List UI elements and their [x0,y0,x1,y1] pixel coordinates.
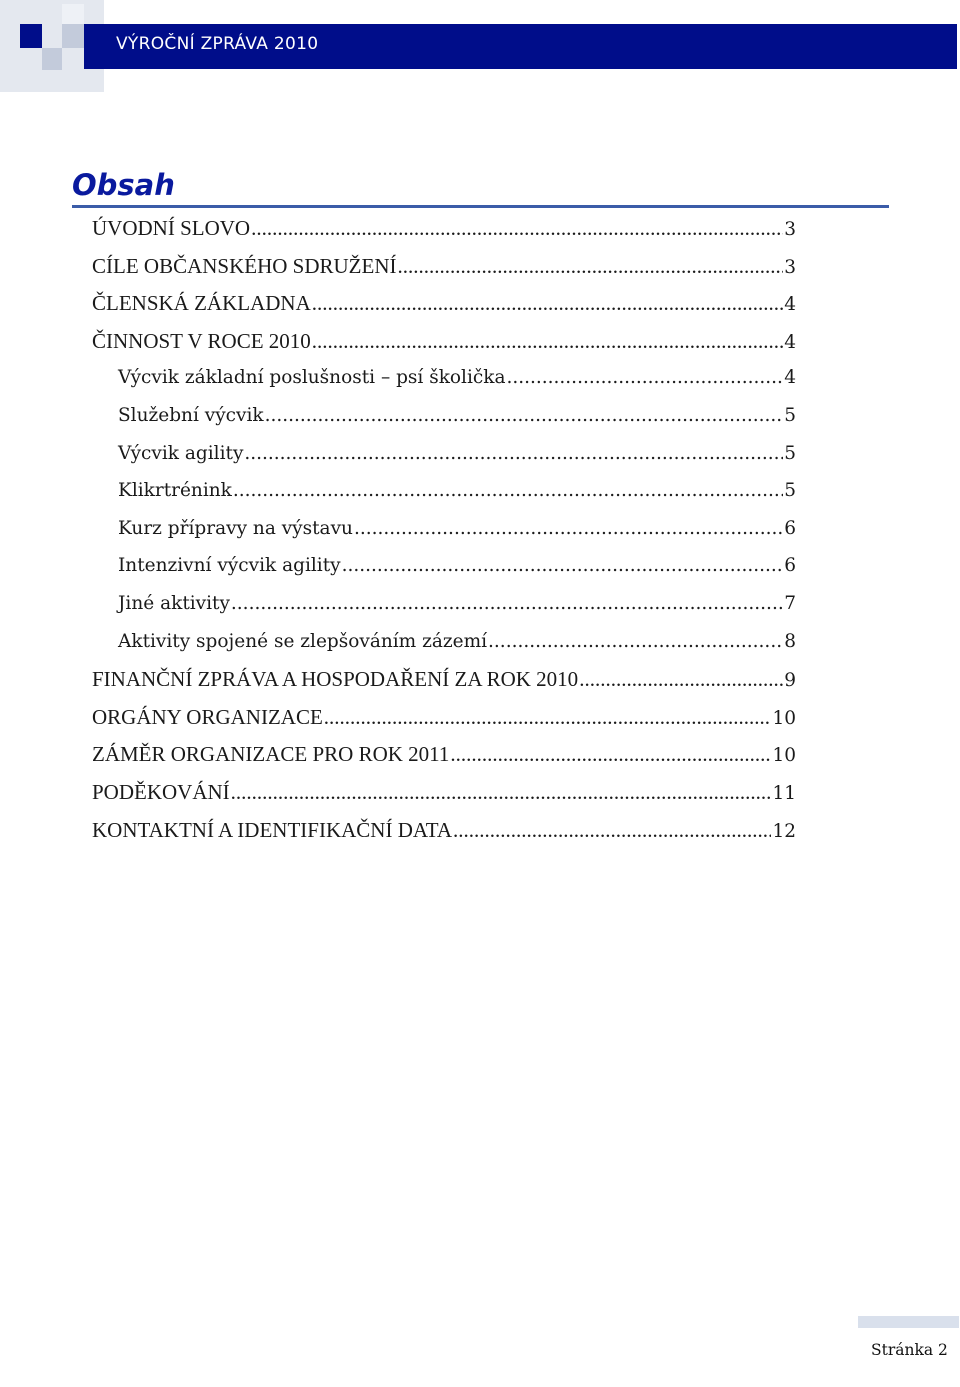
toc-entry-page: 8 [784,630,796,652]
toc-entry[interactable] [118,552,796,580]
toc-entry-title: FINANČNÍ ZPRÁVA A HOSPODAŘENÍ ZA ROK 2010 [92,667,579,692]
toc-entry-page: 12 [772,820,796,842]
toc-dot-leader [579,665,783,693]
toc-entry[interactable] [92,214,796,242]
toc-heading: Obsah [72,168,175,202]
toc-entry[interactable] [92,778,796,806]
toc-entry-page: 5 [784,405,796,426]
toc-entry[interactable] [92,665,796,693]
toc-entry[interactable] [92,816,796,844]
toc-dot-leader [324,703,772,731]
toc-dot-leader [265,402,784,430]
heading-underline [72,205,889,208]
toc-dot-leader [398,252,784,280]
toc-entry-page: 5 [784,480,796,502]
toc-dot-leader [251,214,783,242]
toc-entry-page: 6 [784,555,796,577]
toc-entry-page: 10 [772,745,796,767]
toc-dot-leader [244,440,783,468]
toc-dot-leader [342,552,784,580]
decor-square-light [42,48,62,70]
toc-entry-title: Služební výcvik [118,405,264,426]
toc-entry-title: Klikrtrénink [118,480,232,502]
toc-entry-title: ZÁMĚR ORGANIZACE PRO ROK 2011 [92,742,450,767]
toc-dot-leader [354,515,783,543]
toc-entry[interactable] [118,477,796,505]
toc-dot-leader [453,816,771,844]
toc-entry[interactable] [92,327,796,355]
toc-entry[interactable] [92,289,796,317]
toc-entry-title: Výcvik agility [118,442,244,464]
toc-dot-leader [312,327,783,355]
toc-entry-title: Výcvik základní poslušnosti – psí školička [118,367,506,389]
toc-entry-page: 10 [772,707,796,729]
decor-square-pale [62,4,84,24]
toc-entry-page: 3 [784,256,796,278]
toc-entry-page: 3 [784,219,796,240]
page-number-label: Stránka 2 [871,1341,948,1359]
toc-dot-leader [488,628,783,656]
toc-dot-leader [231,590,783,618]
toc-entry[interactable] [118,364,796,392]
toc-entry-page: 4 [784,331,796,353]
toc-entry-title: ČINNOST V ROCE 2010 [92,328,311,353]
toc-entry-page: 4 [784,294,796,316]
toc-entry-title: CÍLE OBČANSKÉHO SDRUŽENÍ [92,253,397,278]
toc-entry-title: KONTAKTNÍ A IDENTIFIKAČNÍ DATA [92,817,453,842]
toc-entry-title: Aktivity spojené se zlepšováním zázemí [118,630,488,652]
toc-entry-page: 5 [784,442,796,464]
toc-entry[interactable] [118,515,796,543]
toc-entry-title: ČLENSKÁ ZÁKLADNA [92,291,311,316]
toc-entry-title: Intenzivní výcvik agility [118,555,341,577]
toc-entry[interactable] [92,703,796,731]
toc-entry-page: 4 [784,367,796,389]
toc-entry[interactable] [118,402,796,430]
toc-entry[interactable] [92,740,796,768]
toc-entry-title: PODĚKOVÁNÍ [92,780,230,804]
header-title: VÝROČNÍ ZPRÁVA 2010 [116,34,319,54]
toc-dot-leader [450,740,771,768]
toc-dot-leader [231,778,772,806]
toc-entry-title: ÚVODNÍ SLOVO [92,216,251,240]
toc-dot-leader [507,364,784,392]
toc-entry-title: Jiné aktivity [118,593,230,614]
toc-entry[interactable] [118,440,796,468]
toc-entry-page: 6 [784,517,796,539]
decor-square-light [62,24,84,48]
decor-square-dark [20,24,42,48]
toc-entry[interactable] [118,628,796,656]
toc-entry-page: 11 [772,783,796,804]
toc-entry[interactable] [92,252,796,280]
toc-entry-title: Kurz přípravy na výstavu [118,517,353,539]
toc-entry-page: 7 [784,593,796,614]
toc-dot-leader [312,289,783,317]
toc-dot-leader [233,477,783,505]
toc-entry[interactable] [118,590,796,618]
toc-entry-title: ORGÁNY ORGANIZACE [92,704,323,729]
toc-entry-page: 9 [784,670,796,692]
